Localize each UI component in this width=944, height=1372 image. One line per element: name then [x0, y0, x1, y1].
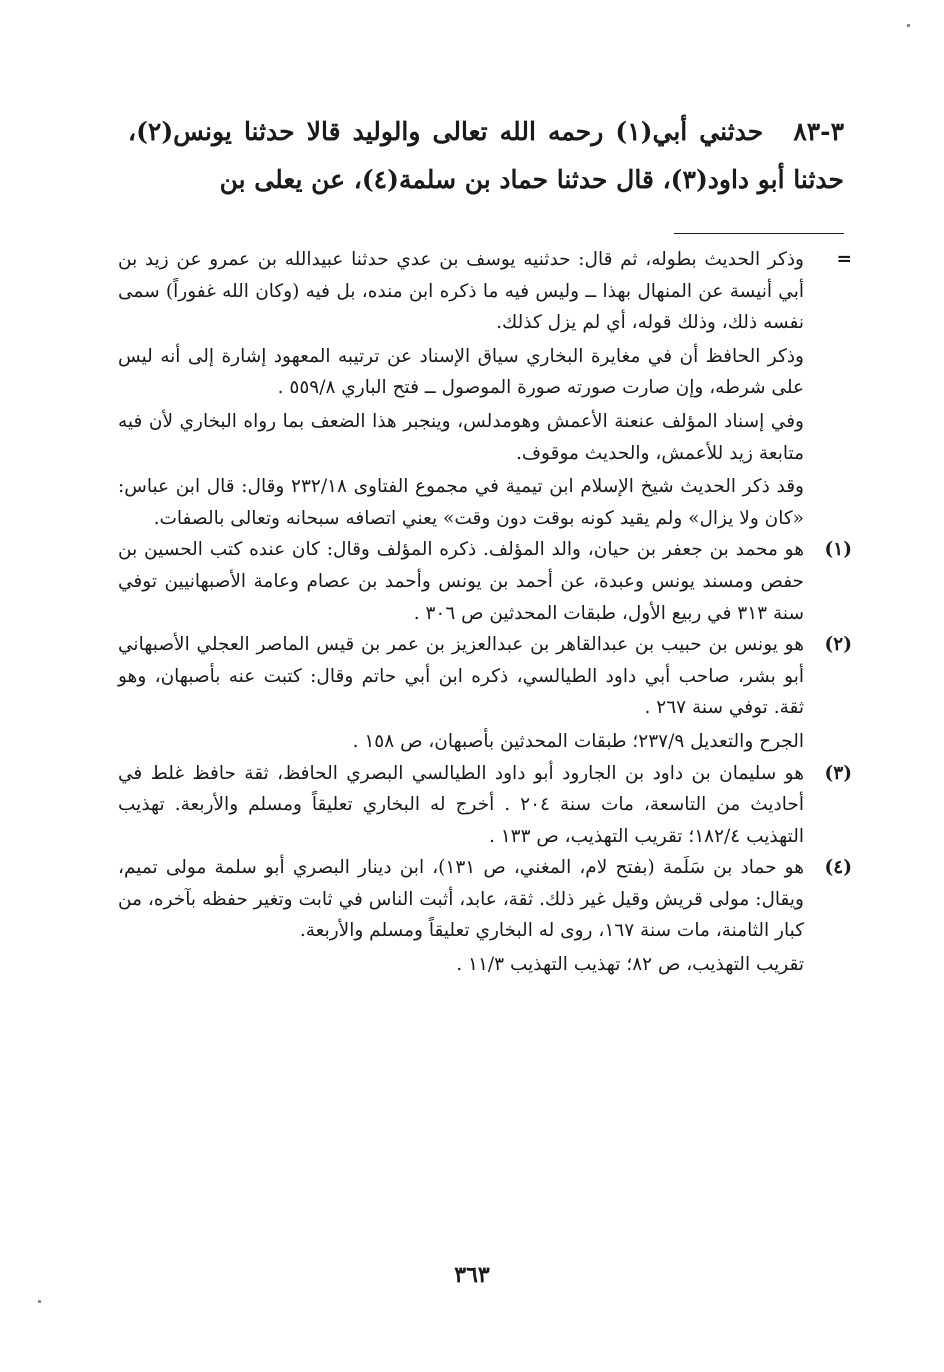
- footnote-paragraph: وفي إسناد المؤلف عنعنة الأعمش وهومدلس، وينجبر هذا الضعف بما رواه البخاري لأن فيه متابعة زيد للأعمش، والحديث موقوف.: [118, 410, 804, 464]
- footnote-paragraph: هو يونس بن حبيب بن عبدالقاهر بن عبدالعزيز بن عمر بن قيس الماصر العجلي الأصبهاني أبو بشر، صاحب أبي داود الطيالسي، ذكره ابن أبي حاتم وقال: كتبت عنه بأصبهان، وهو ثقة. توفي سنة ٢٦٧ .: [118, 634, 804, 719]
- footnote-2: [118, 629, 852, 757]
- footnote-paragraph: هو سليمان بن داود بن الجارود أبو داود الطيالسي البصري الحافظ، ثقة حافظ غلط في أحاديث من التاسعة، مات سنة ٢٠٤ . أخرج له البخاري تعليقاً ومسلم والأربعة. تهذيب التهذيب ١٨٢/٤؛ تقريب التهذيب، ص ١٣٣ .: [118, 762, 804, 847]
- footnote-paragraph: هو حماد بن سَلَمة (بفتح لام، المغني، ص ١٣١)، ابن دينار البصري أبو سلمة مولى تميم، ويقال: مولى قريش وقيل غير ذلك. ثقة، عابد، أثبت الناس في ثابت وتغير حفظه بآخره، من كبار الثامنة، مات سنة ١٦٧، روى له البخاري تعليقاً ومسلم والأربعة.: [118, 857, 804, 942]
- footnote-paragraph: وقد ذكر الحديث شيخ الإسلام ابن تيمية في مجموع الفتاوى ٢٣٢/١٨ وقال: قال ابن عباس: «كان ولا يزال» ولم يقيد كونه بوقت دون وقت» يعني اتصافه سبحانه وتعالى بالصفات.: [118, 476, 804, 529]
- page-number: ٣٦٣: [454, 1262, 490, 1288]
- footnote-separator: [674, 233, 844, 234]
- footnote-3: [118, 758, 852, 853]
- hadith-text: [128, 108, 844, 204]
- scan-speck: [38, 1300, 41, 1303]
- footnote-paragraph: وذكر الحافظ أن في مغايرة البخاري سياق الإسناد عن ترتيبه المعهود إشارة إلى أنه ليس على شرطه، وإن صارت صورته صورة الموصول ــ فتح الباري ٥٥٩/٨ .: [118, 345, 804, 399]
- footnote-paragraph: الجرح والتعديل ٢٣٧/٩؛ طبقات المحدثين بأصبهان، ص ١٥٨ .: [352, 730, 804, 752]
- footnote-marker: =: [836, 249, 852, 270]
- footnote-marker: (٣): [824, 762, 852, 784]
- footnote-paragraph: وذكر الحديث بطوله، ثم قال: حدثنيه يوسف بن عدي حدثنا عبيدالله بن عمرو عن زيد بن أبي أنيسة عن المنهال بهذا ــ وليس فيه ما ذكره ابن منده، بل فيه (وكان الله غفوراً) سمى نفسه ذلك، وذلك قوله، أي لم يزل كذلك.: [118, 249, 804, 334]
- scan-speck: [907, 24, 910, 27]
- footnote-marker: (٢): [824, 634, 852, 656]
- footnote-continuation: [118, 244, 852, 534]
- footnote-4: [118, 852, 852, 980]
- footnotes: [118, 244, 852, 981]
- footnote-marker: (٤): [824, 857, 852, 879]
- hadith-body: حدثني أبي(١) رحمه الله تعالى والوليد قالا حدثنا يونس(٢)، حدثنا أبو داود(٣)، قال حدثنا حماد بن سلمة(٤)، عن يعلى بن: [128, 117, 844, 194]
- footnote-1: [118, 534, 852, 629]
- footnote-marker: (١): [824, 539, 852, 561]
- footnote-paragraph: هو محمد بن جعفر بن حيان، والد المؤلف. ذكره المؤلف وقال: كان عنده كتب الحسين بن حفص ومسند يونس وعبدة، عن أحمد بن يونس وأحمد بن عصام وعامة الأصبهانيين توفي سنة ٣١٣ في ربيع الأول، طبقات المحدثين ص ٣٠٦ .: [118, 539, 804, 624]
- footnote-paragraph: تقريب التهذيب، ص ٨٢؛ تهذيب التهذيب ١١/٣ .: [456, 954, 804, 976]
- hadith-number: ٣-٨٣: [793, 117, 844, 146]
